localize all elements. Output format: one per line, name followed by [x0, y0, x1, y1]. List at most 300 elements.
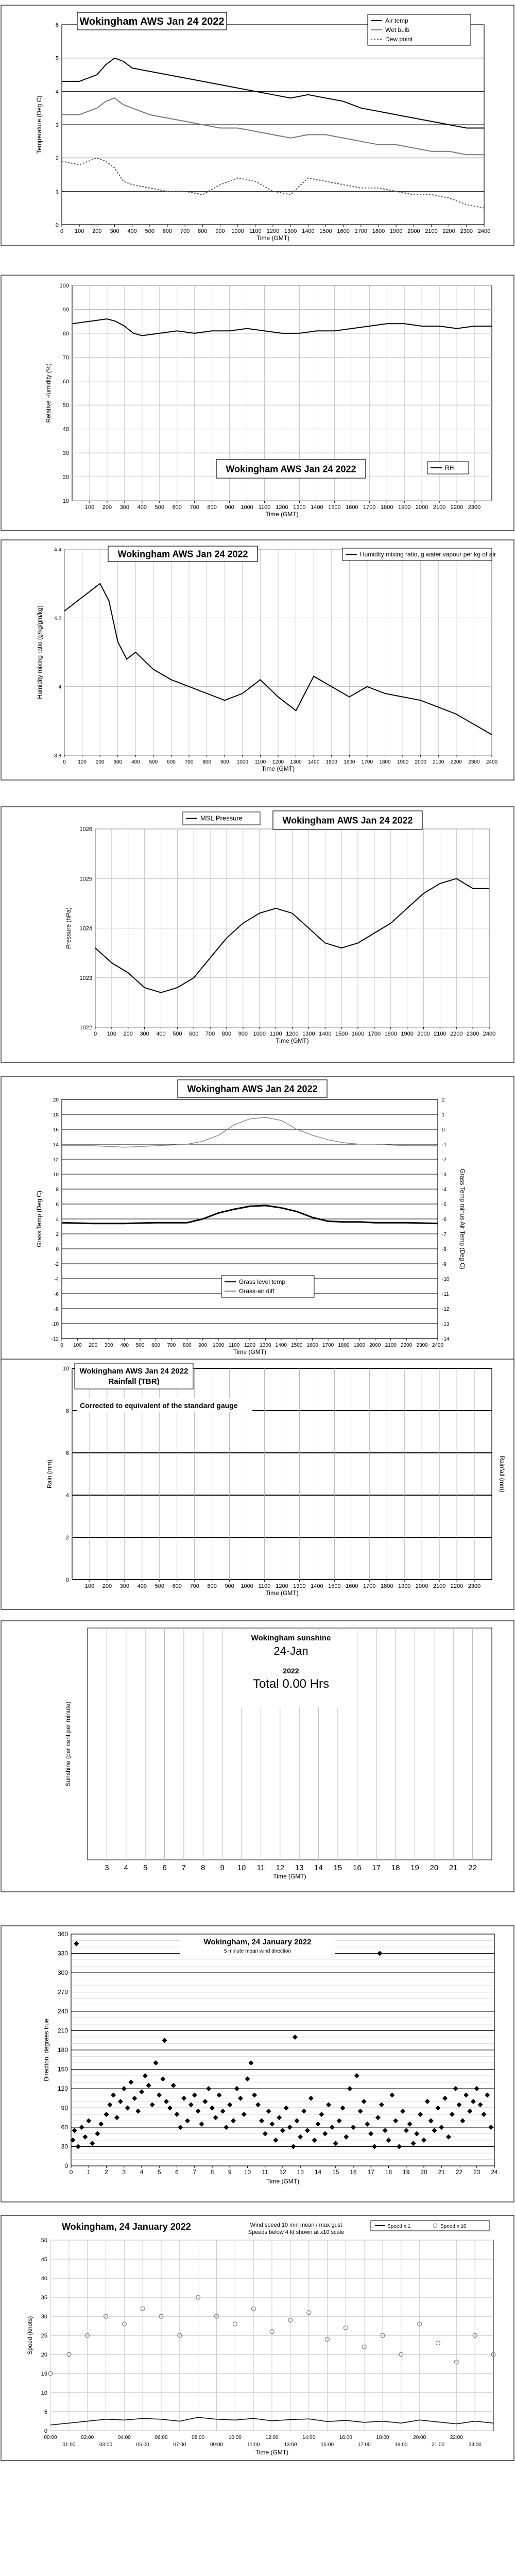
x-tick-label: 100 [73, 1343, 82, 1348]
x-tick-label: 1700 [361, 759, 373, 765]
chart-rainfall [0, 1358, 515, 1611]
x-tick-label: 900 [215, 228, 225, 234]
x-tick-label: 200 [123, 1031, 133, 1037]
x-tick-label: 600 [167, 759, 176, 765]
x-tick-label: 1000 [241, 504, 253, 511]
x-tick-label: 17 [372, 1863, 381, 1872]
chart-year: 2022 [283, 1667, 299, 1675]
x-tick-label: 1000 [213, 1343, 225, 1348]
x-tick-label: 2300 [468, 1583, 481, 1589]
x-tick-label: 1600 [337, 228, 350, 234]
x-axis-label: Time (GMT) [273, 1873, 306, 1880]
x-tick-label: 700 [190, 1583, 199, 1589]
x-tick-label: 1200 [276, 1583, 288, 1589]
y-tick-label: 0 [56, 1247, 59, 1252]
panel-grass-temp [0, 1076, 515, 1364]
y2-tick-label: -11 [442, 1292, 449, 1297]
chart-annotation: Corrected to equivalent of the standard gauge [80, 1401, 238, 1410]
y-tick-label: 14 [53, 1142, 59, 1148]
chart-title: Wokingham AWS Jan 24 2022 [79, 16, 225, 28]
y2-tick-label: -14 [442, 1336, 450, 1342]
x-tick-label: 1700 [363, 504, 376, 511]
chart-subtitle: Wind speed 10 min mean / max gust [250, 2222, 342, 2228]
panel-temperature [0, 4, 515, 246]
x-tick-label: 1500 [328, 1583, 341, 1589]
x-tick-label: 2100 [434, 1031, 447, 1037]
x-tick-label: 07:00 [173, 2442, 186, 2448]
x-tick-label: 2000 [417, 1031, 430, 1037]
x-tick-label: 05:00 [136, 2442, 149, 2448]
x-tick-label: 1800 [379, 759, 391, 765]
y2-tick-label: -4 [442, 1187, 447, 1193]
x-tick-label: 800 [221, 1031, 232, 1037]
chart-mixing-ratio [0, 539, 515, 781]
y-tick-label: 30 [61, 2143, 68, 2150]
x-tick-label: 300 [119, 504, 130, 511]
x-tick-label: 18 [385, 2168, 392, 2176]
y2-tick-label: -10 [442, 1277, 450, 1282]
y-tick-label: 1 [55, 189, 59, 195]
legend-label: RH [445, 464, 454, 471]
x-tick-label: 5 [157, 2168, 161, 2176]
x-tick-label: 13:00 [284, 2442, 297, 2448]
x-tick-label: 22:00 [450, 2435, 463, 2441]
x-tick-label: 1100 [249, 228, 262, 234]
y-tick-label: 40 [62, 426, 69, 433]
x-tick-label: 700 [167, 1343, 176, 1348]
y-axis-label: Relative Humidity (%) [45, 363, 52, 423]
x-tick-label: 19 [410, 1863, 419, 1872]
x-tick-label: 21 [449, 1863, 458, 1872]
panel-mixing-ratio [0, 539, 515, 781]
legend-label: Humidity mixing ratio, g water vapour per kg of air [360, 551, 496, 558]
y-tick-label: 60 [62, 378, 69, 385]
x-tick-label: 1400 [308, 759, 320, 765]
x-tick-label: 1400 [311, 1583, 323, 1589]
x-tick-label: 1400 [302, 228, 315, 234]
y-tick-label: 4 [55, 89, 59, 95]
x-tick-label: 19 [403, 2168, 410, 2176]
y-tick-label: 8 [56, 1187, 59, 1193]
x-tick-label: 100 [107, 1031, 117, 1037]
panel-pressure [0, 806, 515, 1063]
x-tick-label: 2000 [369, 1343, 381, 1348]
panel-sunshine [0, 1620, 515, 1893]
x-tick-label: 13 [297, 2168, 304, 2176]
x-tick-label: 600 [172, 1583, 182, 1589]
x-tick-label: 23:00 [468, 2442, 482, 2448]
y-tick-label: 360 [57, 1930, 68, 1938]
x-tick-label: 1800 [338, 1343, 350, 1348]
x-tick-label: 800 [207, 504, 217, 511]
x-tick-label: 2100 [433, 504, 446, 511]
chart-title: Wokingham AWS Jan 24 2022 [187, 1083, 318, 1094]
y-tick-label: 16 [53, 1127, 59, 1133]
y-tick-label: 3 [55, 122, 59, 128]
x-axis-label: Time (GMT) [266, 2178, 300, 2185]
y-tick-label: 300 [57, 1969, 68, 1976]
y-axis-label: Temperature (Deg C) [36, 95, 43, 154]
x-tick-label: 2100 [425, 228, 438, 234]
x-tick-label: 1000 [236, 759, 248, 765]
y-tick-label: 2 [65, 1535, 69, 1541]
x-tick-label: 700 [180, 228, 190, 234]
x-tick-label: 1400 [311, 504, 323, 511]
x-tick-label: 8 [210, 2168, 214, 2176]
x-tick-label: 19:00 [394, 2442, 408, 2448]
y2-tick-label: -9 [442, 1262, 447, 1267]
x-tick-label: 2000 [415, 504, 428, 511]
y2-tick-label: -3 [442, 1172, 447, 1178]
x-tick-label: 9 [228, 2168, 232, 2176]
x-tick-label: 600 [162, 228, 173, 234]
x-tick-label: 500 [173, 1031, 182, 1037]
y-tick-label: -2 [54, 1262, 59, 1267]
x-tick-label: 1600 [344, 759, 355, 765]
x-tick-label: 100 [84, 1583, 95, 1589]
x-tick-label: 200 [89, 1343, 98, 1348]
x-tick-label: 2400 [486, 759, 498, 765]
y2-axis-label: Grass Temp minus Air Temp (Deg C) [459, 1168, 466, 1269]
legend-label: Speed x 1 [387, 2224, 411, 2229]
x-tick-label: 200 [102, 1583, 112, 1589]
x-tick-label: 1200 [266, 228, 280, 234]
y-tick-label: 8 [65, 1408, 69, 1414]
x-tick-label: 2400 [483, 1031, 496, 1037]
x-tick-label: 800 [202, 759, 212, 765]
x-tick-label: 06:00 [154, 2435, 168, 2441]
y-tick-label: 0 [55, 222, 59, 228]
x-tick-label: 5 [143, 1863, 148, 1872]
x-tick-label: 1700 [354, 228, 368, 234]
x-tick-label: 0 [69, 2168, 73, 2176]
x-tick-label: 500 [154, 1583, 164, 1589]
legend-label: Grass-air diff [239, 1287, 274, 1295]
y-tick-label: 6 [65, 1450, 69, 1456]
x-tick-label: 700 [205, 1031, 215, 1037]
x-tick-label: 1800 [381, 504, 393, 511]
x-tick-label: 1200 [286, 1031, 299, 1037]
x-tick-label: 6 [162, 1863, 167, 1872]
y-tick-label: 2 [55, 155, 59, 162]
x-tick-label: 16 [352, 1863, 362, 1872]
y-tick-label: 0 [44, 2428, 47, 2434]
x-tick-label: 12:00 [265, 2435, 279, 2441]
y-tick-label: 60 [61, 2124, 68, 2131]
x-tick-label: 1100 [269, 1031, 282, 1037]
y-tick-label: 15 [41, 2371, 47, 2377]
x-tick-label: 800 [207, 1583, 217, 1589]
chart-title: Wokingham AWS Jan 24 2022 [117, 549, 248, 560]
x-tick-label: 1 [87, 2168, 91, 2176]
x-tick-label: 1500 [319, 228, 332, 234]
x-tick-label: 1400 [275, 1343, 287, 1348]
x-tick-label: 16:00 [339, 2435, 352, 2441]
panel-rainfall [0, 1358, 515, 1611]
y-axis-label: Speed (knots) [26, 2316, 33, 2355]
x-tick-label: 2200 [442, 228, 455, 234]
y2-tick-label: 0 [442, 1127, 445, 1133]
x-tick-label: 1000 [253, 1031, 266, 1037]
x-tick-label: 300 [113, 759, 123, 765]
x-tick-label: 100 [74, 228, 84, 234]
x-tick-label: 21:00 [431, 2442, 445, 2448]
x-tick-label: 1700 [322, 1343, 334, 1348]
chart-subtitle: Rainfall (TBR) [108, 1377, 160, 1386]
x-tick-label: 11 [262, 2168, 268, 2176]
y-tick-label: 12 [53, 1157, 59, 1163]
x-tick-label: 1500 [291, 1343, 303, 1348]
x-tick-label: 0 [60, 1343, 63, 1348]
x-tick-label: 21 [438, 2168, 445, 2176]
x-tick-label: 12 [279, 2168, 286, 2176]
x-tick-label: 24 [491, 2168, 498, 2176]
x-tick-label: 1600 [346, 504, 358, 511]
panel-humidity [0, 274, 515, 532]
x-tick-label: 200 [92, 228, 102, 234]
y-tick-label: 10 [41, 2390, 47, 2396]
x-tick-label: 2000 [415, 759, 426, 765]
x-tick-label: 9 [220, 1863, 225, 1872]
y-tick-label: -10 [51, 1321, 59, 1327]
y-tick-label: -12 [51, 1336, 59, 1342]
y-tick-label: 240 [57, 2008, 68, 2015]
y-tick-label: 70 [62, 354, 69, 361]
x-tick-label: 1300 [293, 504, 306, 511]
x-tick-label: 200 [95, 759, 105, 765]
x-tick-label: 700 [184, 759, 194, 765]
x-tick-label: 2400 [477, 228, 491, 234]
x-axis-label: Time (GMT) [265, 511, 299, 518]
y-tick-label: 40 [41, 2276, 47, 2282]
legend-label: Air temp [385, 17, 408, 24]
x-tick-label: 14 [314, 2168, 322, 2176]
y-tick-label: 4 [56, 1217, 59, 1223]
x-tick-label: 800 [198, 228, 208, 234]
x-tick-label: 1500 [335, 1031, 348, 1037]
y-tick-label: 20 [41, 2352, 47, 2358]
chart-title: Wokingham, 24 January 2022 [62, 2222, 191, 2232]
x-tick-label: 2200 [401, 1343, 413, 1348]
chart-total: Total 0.00 Hrs [252, 1677, 330, 1691]
y-tick-label: 20 [62, 474, 69, 481]
y-tick-label: 1025 [79, 876, 92, 883]
x-tick-label: 2100 [385, 1343, 397, 1348]
chart-note: Speeds below 4 kt shown at x10 scale [248, 2229, 345, 2235]
y-tick-label: 50 [62, 402, 69, 409]
chart-wind-direction [0, 1925, 515, 2203]
x-tick-label: 900 [198, 1343, 208, 1348]
x-tick-label: 2300 [468, 759, 480, 765]
panel-wind-direction [0, 1925, 515, 2203]
x-tick-label: 02:00 [81, 2435, 94, 2441]
x-tick-label: 2200 [450, 504, 464, 511]
x-tick-label: 1100 [254, 759, 266, 765]
x-tick-label: 17 [367, 2168, 374, 2176]
x-tick-label: 600 [172, 504, 182, 511]
x-tick-label: 100 [84, 504, 95, 511]
x-tick-label: 1300 [284, 228, 297, 234]
x-tick-label: 1900 [398, 504, 411, 511]
y-tick-label: -4 [54, 1277, 59, 1282]
chart-title: Wokingham, 24 January 2022 [203, 1938, 312, 1946]
legend-box [368, 14, 471, 45]
chart-title: Wokingham AWS Jan 24 2022 [282, 815, 413, 826]
x-tick-label: 1900 [389, 228, 403, 234]
x-tick-label: 300 [104, 1343, 113, 1348]
x-tick-label: 1900 [401, 1031, 414, 1037]
y-tick-label: 30 [62, 450, 69, 457]
x-tick-label: 1600 [346, 1583, 358, 1589]
chart-grass-temp [0, 1076, 515, 1364]
y-tick-label: 100 [59, 283, 69, 289]
x-tick-label: 1800 [384, 1031, 397, 1037]
x-tick-label: 1900 [398, 1583, 411, 1589]
y-axis-label: Humidity mixing ratio (g/kg/gm/kg) [36, 605, 43, 699]
y-tick-label: 30 [41, 2314, 47, 2320]
y-tick-label: 4 [58, 684, 61, 690]
x-tick-label: 1300 [293, 1583, 306, 1589]
chart-subtitle: 24-Jan [273, 1645, 308, 1657]
x-axis-label: Time (GMT) [233, 1348, 267, 1355]
x-tick-label: 10:00 [228, 2435, 242, 2441]
y-tick-label: 4.2 [54, 616, 61, 622]
y-tick-label: 80 [62, 330, 69, 337]
x-tick-label: 4 [124, 1863, 128, 1872]
x-tick-label: 14:00 [302, 2435, 316, 2441]
y-tick-label: 120 [57, 2085, 68, 2092]
y-tick-label: 330 [57, 1950, 68, 1957]
x-tick-label: 1900 [353, 1343, 366, 1348]
x-tick-label: 2 [105, 2168, 108, 2176]
chart-title: Wokingham AWS Jan 24 2022 [79, 1367, 188, 1376]
x-tick-label: 2100 [433, 759, 444, 765]
y-tick-label: 20 [53, 1097, 59, 1103]
x-tick-label: 1200 [276, 504, 288, 511]
x-axis-label: Time (GMT) [261, 765, 295, 772]
y2-tick-label: -13 [442, 1321, 450, 1327]
x-tick-label: 1700 [368, 1031, 381, 1037]
x-tick-label: 400 [127, 228, 137, 234]
x-tick-label: 03:00 [99, 2442, 113, 2448]
x-tick-label: 4 [140, 2168, 144, 2176]
x-tick-label: 400 [137, 1583, 147, 1589]
x-tick-label: 18 [391, 1863, 400, 1872]
x-tick-label: 1100 [228, 1343, 240, 1348]
x-tick-label: 400 [131, 759, 140, 765]
x-tick-label: 300 [119, 1583, 130, 1589]
y-tick-label: 0 [64, 2162, 68, 2170]
x-tick-label: 300 [110, 228, 119, 234]
x-tick-label: 20:00 [413, 2435, 426, 2441]
x-tick-label: 23 [473, 2168, 480, 2176]
x-tick-label: 1100 [258, 1583, 271, 1589]
x-axis-label: Time (GMT) [255, 2449, 289, 2456]
x-tick-label: 1900 [397, 759, 409, 765]
x-tick-label: 900 [238, 1031, 248, 1037]
y-tick-label: -6 [54, 1292, 59, 1297]
x-tick-label: 1000 [241, 1583, 253, 1589]
y-tick-label: -8 [54, 1307, 59, 1312]
chart-title: Wokingham AWS Jan 24 2022 [226, 464, 356, 474]
x-tick-label: 2200 [450, 759, 462, 765]
y-tick-label: 210 [57, 2027, 68, 2035]
x-tick-label: 200 [102, 504, 112, 511]
y-tick-label: 0 [65, 1577, 69, 1583]
x-tick-label: 2100 [433, 1583, 446, 1589]
x-tick-label: 400 [156, 1031, 166, 1037]
x-tick-label: 1100 [258, 504, 271, 511]
x-tick-label: 10 [237, 1863, 246, 1872]
x-tick-label: 22 [455, 2168, 463, 2176]
x-tick-label: 2300 [466, 1031, 479, 1037]
x-tick-label: 2300 [468, 504, 481, 511]
x-tick-label: 300 [140, 1031, 149, 1037]
x-tick-label: 1800 [372, 228, 385, 234]
x-tick-label: 0 [93, 1031, 97, 1037]
y2-axis-label: Rainfall (mm) [499, 1455, 506, 1493]
y-tick-label: 1026 [79, 826, 92, 833]
x-tick-label: 12 [276, 1863, 285, 1872]
x-tick-label: 2300 [460, 228, 473, 234]
y-tick-label: 4 [65, 1493, 69, 1499]
x-tick-label: 3 [122, 2168, 126, 2176]
x-tick-label: 100 [78, 759, 87, 765]
x-tick-label: 1000 [231, 228, 244, 234]
x-tick-label: 1500 [328, 504, 341, 511]
x-tick-label: 1400 [319, 1031, 332, 1037]
x-tick-label: 2400 [432, 1343, 444, 1348]
x-tick-label: 20 [420, 2168, 427, 2176]
y2-tick-label: -7 [442, 1232, 447, 1238]
x-tick-label: 600 [151, 1343, 160, 1348]
x-tick-label: 01:00 [62, 2442, 76, 2448]
x-tick-label: 00:00 [44, 2435, 57, 2441]
x-tick-label: 900 [225, 504, 234, 511]
y2-tick-label: -12 [442, 1307, 450, 1312]
x-tick-label: 400 [120, 1343, 129, 1348]
y-tick-label: 1024 [79, 925, 92, 932]
chart-subtitle: 5 minute mean wind direction [224, 1948, 291, 1954]
y-tick-label: 180 [57, 2046, 68, 2054]
y-tick-label: 4.4 [54, 547, 61, 553]
y-tick-label: 6 [55, 22, 59, 28]
y-tick-label: 270 [57, 1988, 68, 1996]
y-axis-label: Sunshine (per cent per minute) [64, 1701, 72, 1787]
y-tick-label: 10 [53, 1172, 59, 1178]
y-tick-label: 2 [56, 1232, 59, 1238]
x-tick-label: 2000 [407, 228, 420, 234]
y2-tick-label: -1 [442, 1142, 447, 1148]
x-tick-label: 20 [430, 1863, 439, 1872]
y2-tick-label: 1 [442, 1112, 445, 1118]
x-tick-label: 1300 [290, 759, 302, 765]
x-tick-label: 09:00 [210, 2442, 224, 2448]
x-tick-label: 13 [295, 1863, 304, 1872]
y-tick-label: 150 [57, 2065, 68, 2073]
y-tick-label: 3.8 [54, 753, 61, 759]
y2-tick-label: -2 [442, 1157, 447, 1163]
y2-tick-label: -8 [442, 1247, 447, 1252]
y-tick-label: 25 [41, 2333, 47, 2339]
x-tick-label: 2300 [416, 1343, 428, 1348]
x-tick-label: 600 [189, 1031, 199, 1037]
x-tick-label: 3 [105, 1863, 109, 1872]
x-tick-label: 500 [145, 228, 155, 234]
x-axis-label: Time (GMT) [276, 1037, 309, 1044]
x-tick-label: 2200 [450, 1031, 463, 1037]
y-tick-label: 6 [56, 1202, 59, 1208]
